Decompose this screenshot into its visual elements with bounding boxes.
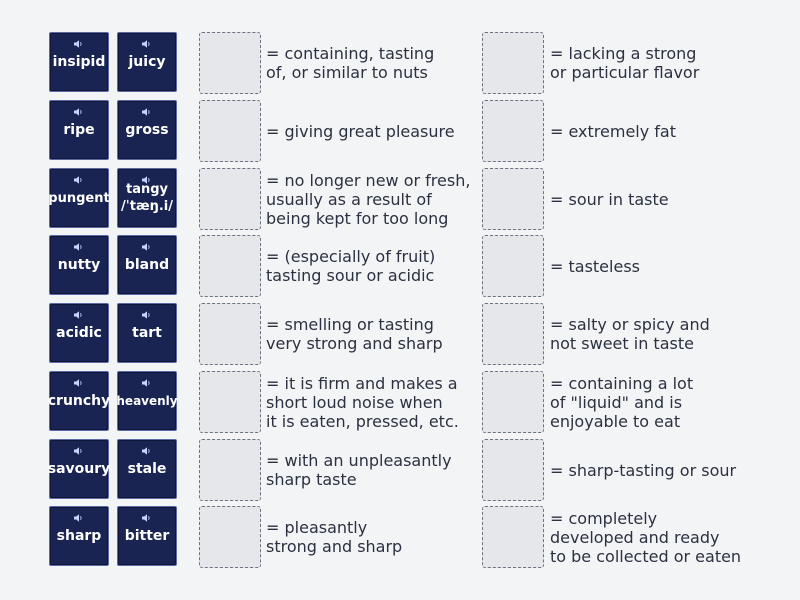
definition-text: = no longer new or fresh, usually as a result of being kept for too long — [266, 170, 471, 228]
speaker-icon[interactable] — [74, 375, 84, 383]
definition-text: = containing, tasting of, or similar to nuts — [266, 44, 435, 82]
word-tile[interactable] — [117, 32, 177, 92]
word-label: juicy — [128, 53, 166, 70]
speaker-icon[interactable] — [142, 104, 152, 112]
drop-slot[interactable] — [482, 235, 544, 297]
drop-slot[interactable] — [199, 168, 261, 230]
definition-text: = (especially of fruit) tasting sour or acidic — [266, 247, 436, 285]
word-label: savoury — [47, 460, 111, 477]
word-label: bland — [124, 256, 170, 273]
word-label: bitter — [124, 527, 170, 544]
word-tile[interactable] — [49, 303, 109, 363]
speaker-icon[interactable] — [142, 510, 152, 518]
speaker-icon[interactable] — [74, 510, 84, 518]
word-label: sharp — [56, 527, 102, 544]
definition-text: = completely developed and ready to be collected or eaten — [550, 508, 742, 566]
word-tile[interactable] — [117, 100, 177, 160]
drop-slot[interactable] — [199, 439, 261, 501]
word-tile[interactable] — [117, 235, 177, 295]
word-label: tart — [132, 324, 162, 341]
word-tile[interactable] — [49, 371, 109, 431]
speaker-icon[interactable] — [74, 104, 84, 112]
definition-text: = sour in taste — [550, 189, 669, 209]
word-tile[interactable] — [49, 32, 109, 92]
word-label: ripe — [63, 121, 95, 138]
speaker-icon[interactable] — [142, 172, 152, 180]
drop-slot[interactable] — [482, 506, 544, 568]
speaker-icon[interactable] — [142, 443, 152, 451]
word-tile[interactable] — [49, 235, 109, 295]
speaker-icon[interactable] — [74, 307, 84, 315]
drop-slot[interactable] — [482, 168, 544, 230]
word-label: acidic — [56, 324, 102, 341]
word-tile[interactable] — [49, 100, 109, 160]
drop-slot[interactable] — [199, 100, 261, 162]
drop-slot[interactable] — [482, 32, 544, 94]
drop-slot[interactable] — [199, 371, 261, 433]
word-label: tangy /ˈtæŋ.i/ — [121, 182, 173, 214]
word-tile[interactable] — [49, 439, 109, 499]
speaker-icon[interactable] — [74, 239, 84, 247]
drop-slot[interactable] — [199, 32, 261, 94]
speaker-icon[interactable] — [142, 375, 152, 383]
definition-text: = tasteless — [550, 256, 640, 276]
word-tile[interactable] — [117, 371, 177, 431]
word-label: insipid — [52, 53, 106, 70]
drop-slot[interactable] — [199, 506, 261, 568]
speaker-icon[interactable] — [142, 307, 152, 315]
word-label: heavenly — [116, 393, 178, 408]
word-tile[interactable] — [117, 303, 177, 363]
definition-text: = sharp-tasting or sour — [550, 460, 737, 480]
speaker-icon[interactable] — [142, 239, 152, 247]
word-tile[interactable] — [117, 506, 177, 566]
word-label: stale — [127, 460, 167, 477]
word-tile[interactable] — [117, 439, 177, 499]
drop-slot[interactable] — [482, 100, 544, 162]
definition-text: = salty or spicy and not sweet in taste — [550, 315, 710, 353]
word-tile[interactable] — [49, 506, 109, 566]
speaker-icon[interactable] — [74, 172, 84, 180]
definition-text: = lacking a strong or particular flavor — [550, 44, 700, 82]
word-tile[interactable] — [49, 168, 109, 228]
drop-slot[interactable] — [199, 303, 261, 365]
word-label: gross — [125, 121, 169, 138]
drop-slot[interactable] — [482, 371, 544, 433]
definition-text: = pleasantly strong and sharp — [266, 518, 403, 556]
drop-slot[interactable] — [199, 235, 261, 297]
drop-slot[interactable] — [482, 439, 544, 501]
definition-text: = containing a lot of "liquid" and is enjoyable to eat — [550, 373, 694, 431]
definition-text: = smelling or tasting very strong and sharp — [266, 315, 443, 353]
word-label: nutty — [57, 256, 101, 273]
drop-slot[interactable] — [482, 303, 544, 365]
speaker-icon[interactable] — [142, 36, 152, 44]
definition-text: = giving great pleasure — [266, 121, 455, 141]
definition-text: = it is firm and makes a short loud noise when it is eaten, pressed, etc. — [266, 373, 459, 431]
word-label: crunchy — [47, 392, 111, 409]
speaker-icon[interactable] — [74, 443, 84, 451]
word-tile[interactable] — [117, 168, 177, 228]
definition-text: = extremely fat — [550, 121, 677, 141]
definition-text: = with an unpleasantly sharp taste — [266, 451, 452, 489]
word-label: pungent — [48, 190, 110, 206]
speaker-icon[interactable] — [74, 36, 84, 44]
